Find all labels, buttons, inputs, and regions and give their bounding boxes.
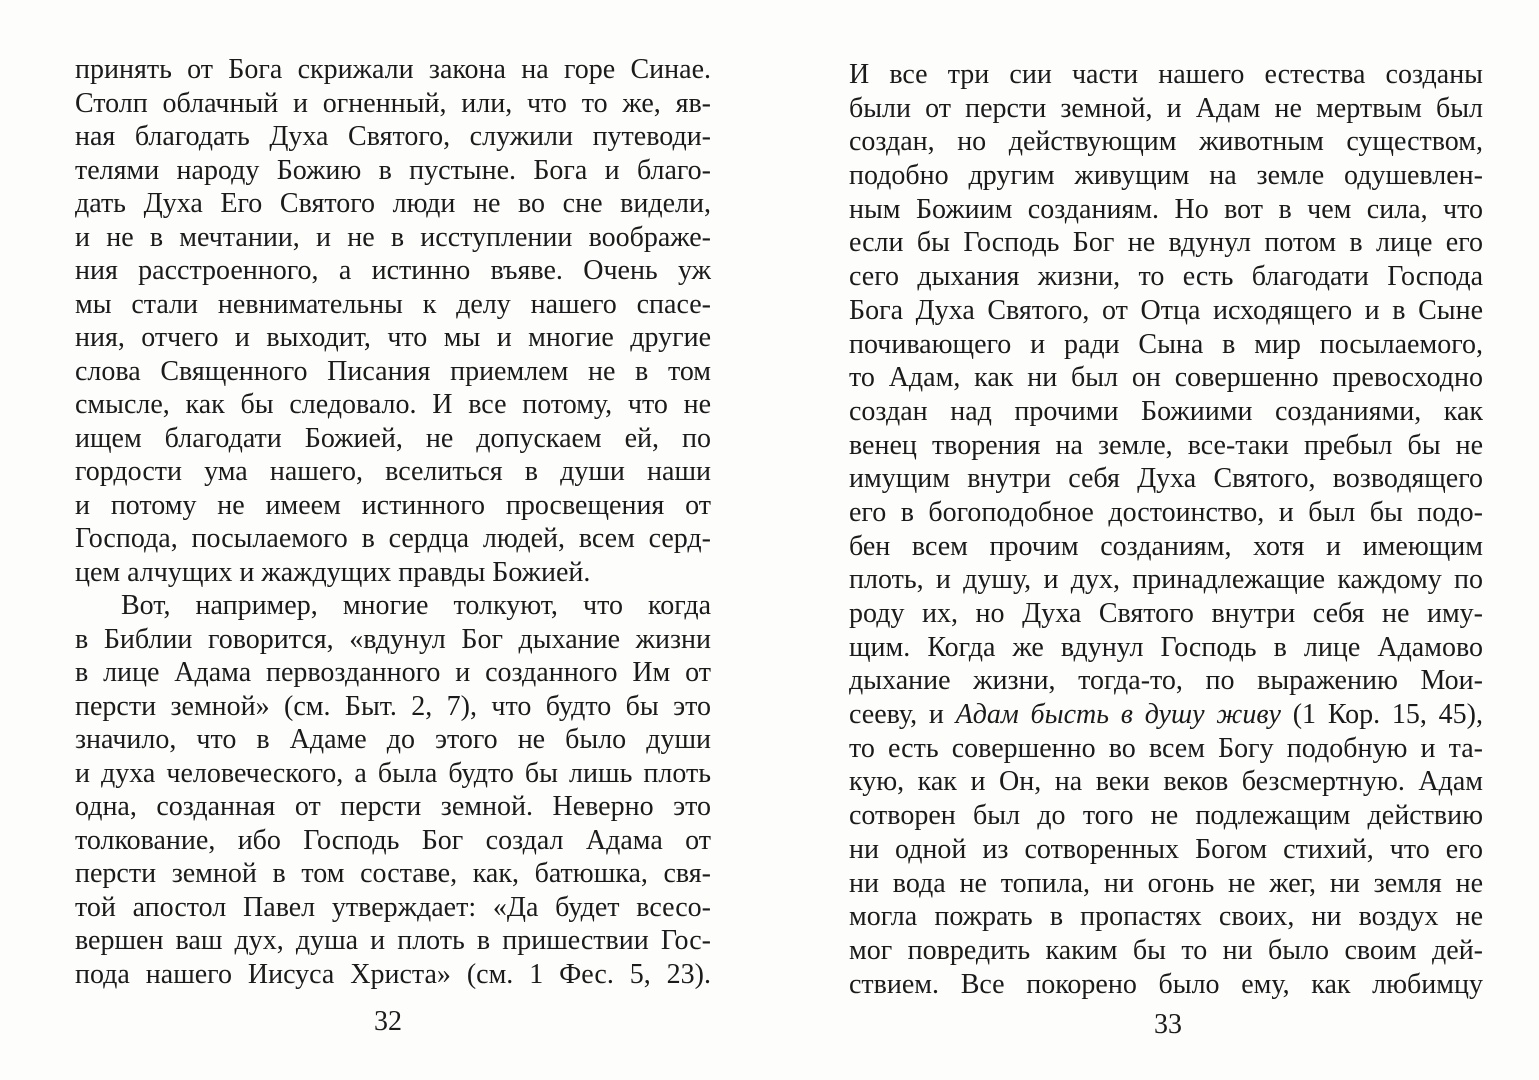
text-line: ная благодать Духа Святого, служили путеводи-	[75, 121, 711, 152]
text-line: Столп облачный и огненный, или, что то же, яв-	[75, 87, 711, 119]
paragraph-end-line: цем алчущих и жаждущих правды Божией.	[75, 556, 591, 588]
text-line: его в богоподобное достоинство, и был бы подо-	[849, 496, 1483, 528]
text-line: телями народу Божию в пустыне. Бога и благо-	[75, 154, 711, 186]
text-line: Бога Духа Святого, от Отца исходящего и в Сыне	[849, 294, 1483, 326]
text-line: принять от Бога скрижали закона на горе Синае.	[75, 54, 711, 85]
text-line: ищем благодати Божией, не допускаем ей, по	[75, 422, 711, 454]
text-line: ни вода не топила, ни огонь не жег, ни земля не	[849, 867, 1483, 899]
text-line: и духа человеческого, а была будто бы лишь плоть	[75, 757, 711, 789]
text-line: подобно другим живущим на земле одушевлен-	[849, 160, 1483, 192]
text-line: пода нашего Иисуса Христа» (см. 1 Фес. 5, 23).	[75, 958, 711, 990]
text-line: кую, как и Он, на веки веков безсмертную. Адам	[849, 766, 1483, 798]
left-page	[75, 53, 711, 991]
text-line: персти земной» (см. Быт. 2, 7), что будто бы это	[75, 690, 711, 722]
text-line: роду их, но Духа Святого внутри себя не иму-	[849, 598, 1483, 629]
text-line: в Библии говорится, «вдунул Бог дыхание жизни	[75, 623, 711, 655]
text-line: ствием. Все покорено было ему, как любимцу	[849, 968, 1483, 1000]
text-line: дать Духа Его Святого люди не во сне видели,	[75, 188, 711, 219]
text-line: значило, что в Адаме до этого не было души	[75, 724, 711, 755]
text-line: были от персти земной, и Адам не мертвым был	[849, 92, 1483, 124]
text-segment: сееву, и	[849, 699, 956, 731]
text-line: создан, но действующим животным существом,	[849, 126, 1483, 158]
text-line: мы стали невнимательны к делу нашего спасе-	[75, 288, 711, 320]
text-line-with-quote	[849, 698, 1483, 732]
text-line: ния расстроенного, а истинно въяве. Очень уж	[75, 255, 711, 286]
text-line: мог повредить каким бы то ни было своим дей-	[849, 934, 1483, 966]
text-line: бен всем прочим созданиям, хотя и имеющим	[849, 530, 1483, 562]
text-line: И все три сии части нашего естества созданы	[849, 59, 1483, 90]
text-line: Господа, посылаемого в сердца людей, всем серд-	[75, 523, 711, 554]
text-line: создан над прочими Божиими созданиями, как	[849, 395, 1483, 427]
text-line: почивающего и ради Сына в мир посылаемого,	[849, 328, 1483, 360]
text-line: сотворен был до того не подлежащим действию	[849, 800, 1483, 832]
text-line: имущим внутри себя Духа Святого, возводящего	[849, 463, 1483, 495]
text-line: смысле, как бы следовало. И все потому, что не	[75, 389, 711, 420]
text-line: той апостол Павел утверждает: «Да будет всесо-	[75, 891, 711, 923]
text-line: сего дыхания жизни, то есть благодати Господа	[849, 261, 1483, 293]
text-line: щим. Когда же вдунул Господь в лице Адамово	[849, 631, 1483, 663]
page-number-right: 33	[1154, 1009, 1182, 1040]
text-line: и не в мечтании, и не в исступлении воображе-	[75, 221, 711, 253]
text-line: дыхание жизни, тогда-то, по выражению Мои-	[849, 665, 1483, 697]
text-line: ным Божиим созданиям. Но вот в чем сила, что	[849, 193, 1483, 225]
italic-quotation: Адам бысть в душу живу	[955, 699, 1281, 731]
page-number-left: 32	[374, 1006, 402, 1037]
text-line: персти земной в том составе, как, батюшка, свя-	[75, 858, 711, 889]
text-line: если бы Господь Бог не вдунул потом в лице его	[849, 227, 1483, 259]
text-line: гордости ума нашего, вселиться в души наши	[75, 456, 711, 487]
text-line: плоть, и душу, и дух, принадлежащие каждому по	[849, 564, 1483, 596]
text-line: слова Священного Писания приемлем не в том	[75, 355, 711, 387]
text-line: толкование, ибо Господь Бог создал Адама от	[75, 824, 711, 856]
text-line: то есть совершенно во всем Богу подобную и та-	[849, 732, 1483, 764]
paragraph-start-line: Вот, например, многие толкуют, что когда	[121, 590, 711, 621]
text-line: вершен ваш дух, душа и плоть в пришествии Гос-	[75, 925, 711, 956]
text-line: в лице Адама первозданного и созданного Им от	[75, 657, 711, 688]
right-page	[849, 58, 1483, 1001]
text-segment: (1 Кор. 15, 45),	[1280, 699, 1483, 731]
text-line: могла пожрать в пропастях своих, ни воздух не	[849, 901, 1483, 933]
text-line: венец творения на земле, все-таки пребыл бы не	[849, 429, 1483, 461]
text-line: ния, отчего и выходит, что мы и многие другие	[75, 322, 711, 353]
text-line: ни одной из сотворенных Богом стихий, что его	[849, 833, 1483, 865]
text-line: и потому не имеем истинного просвещения от	[75, 489, 711, 521]
text-line: то Адам, как ни был он совершенно превосходно	[849, 362, 1483, 394]
text-line: одна, созданная от персти земной. Неверно это	[75, 791, 711, 822]
